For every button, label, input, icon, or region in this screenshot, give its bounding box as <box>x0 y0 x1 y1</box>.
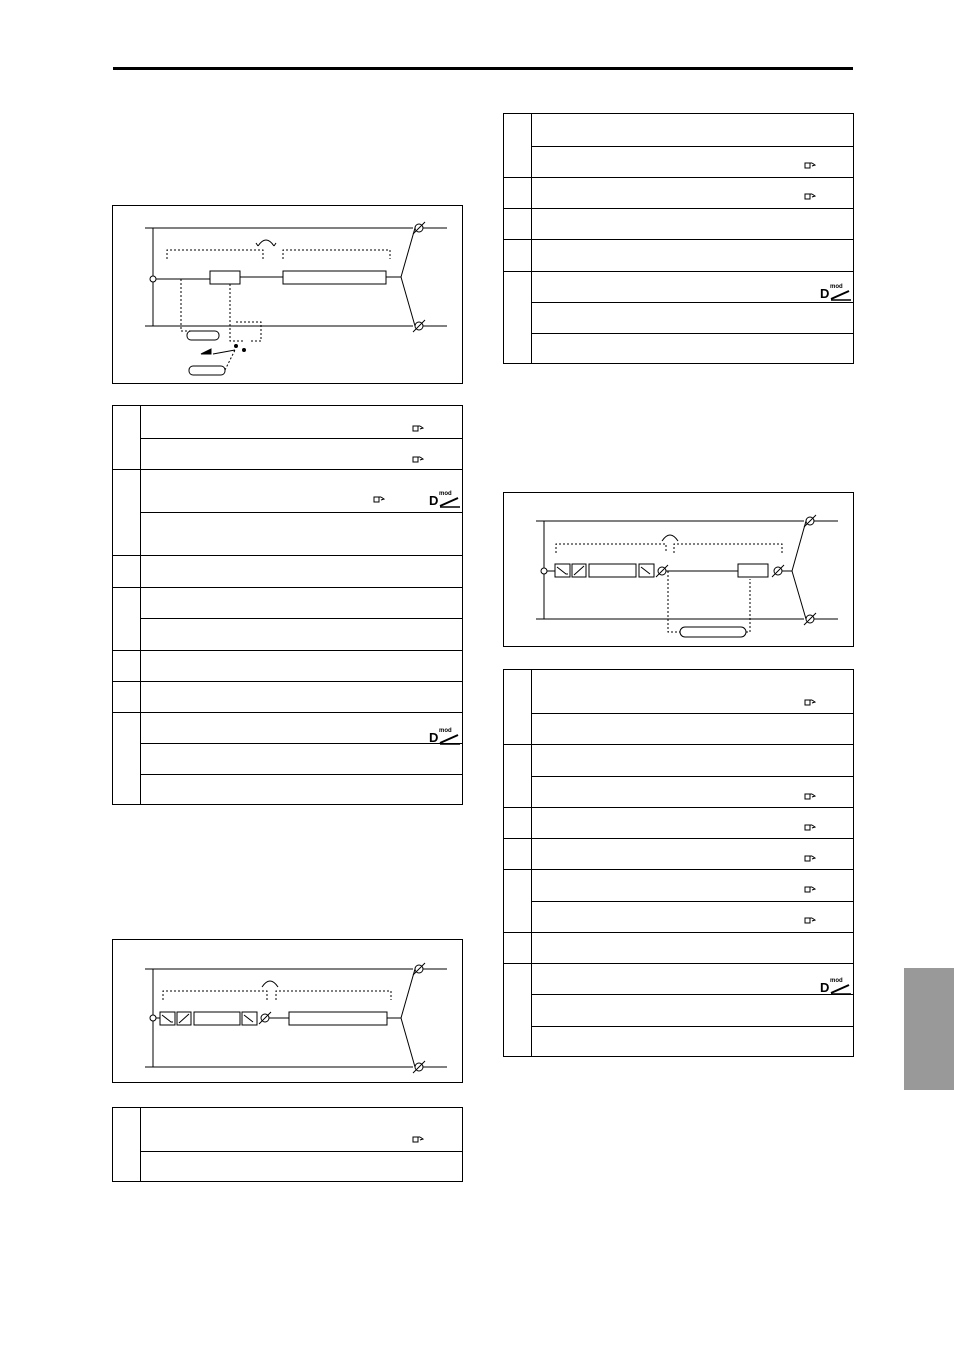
dmod-icon: D mod <box>429 491 463 509</box>
table-row-divider <box>113 681 462 682</box>
table-row-divider <box>113 587 462 588</box>
block-diagram-1 <box>112 205 463 384</box>
dmod-icon: D mod <box>820 284 854 302</box>
table-column-divider <box>140 1108 141 1181</box>
table-row-divider <box>140 618 462 619</box>
table-row-divider <box>504 807 853 808</box>
table-row-divider <box>140 512 462 513</box>
table-row-divider <box>504 177 853 178</box>
pointing-hand-icon <box>412 455 424 464</box>
section-thumb-tab <box>904 968 954 1090</box>
table-row-divider <box>113 555 462 556</box>
table-row-divider <box>113 650 462 651</box>
table-row-divider <box>531 901 853 902</box>
table-row-divider <box>504 932 853 933</box>
block-diagram-1-svg <box>113 206 464 385</box>
table-row-divider <box>140 774 462 775</box>
header-rule <box>113 67 853 70</box>
block-diagram-2 <box>112 939 463 1083</box>
pointing-hand-icon <box>804 885 816 894</box>
table-row-divider <box>531 302 853 303</box>
table-row-divider <box>504 271 853 272</box>
block-diagram-3-svg <box>504 493 855 648</box>
table-row-divider <box>140 1151 462 1152</box>
table-row-divider <box>504 744 853 745</box>
table-row-divider <box>531 333 853 334</box>
parameter-table-2 <box>112 1107 463 1182</box>
parameter-table-4 <box>503 669 854 1057</box>
table-row-divider <box>140 438 462 439</box>
table-row-divider <box>531 1026 853 1027</box>
block-diagram-3 <box>503 492 854 647</box>
table-row-divider <box>504 869 853 870</box>
table-row-divider <box>113 469 462 470</box>
table-row-divider <box>504 838 853 839</box>
table-row-divider <box>113 712 462 713</box>
table-row-divider <box>531 776 853 777</box>
pointing-hand-icon <box>804 854 816 863</box>
pointing-hand-icon <box>804 916 816 925</box>
parameter-table-1 <box>112 405 463 805</box>
pointing-hand-icon <box>804 161 816 170</box>
table-column-divider <box>531 670 532 1056</box>
pointing-hand-icon <box>804 698 816 707</box>
pointing-hand-icon <box>804 823 816 832</box>
table-row-divider <box>531 713 853 714</box>
pointing-hand-icon <box>412 1135 424 1144</box>
block-diagram-2-svg <box>113 940 464 1084</box>
table-row-divider <box>140 743 462 744</box>
table-row-divider <box>531 994 853 995</box>
pointing-hand-icon <box>804 192 816 201</box>
table-row-divider <box>531 146 853 147</box>
table-row-divider <box>504 239 853 240</box>
table-row-divider <box>504 963 853 964</box>
pointing-hand-icon <box>373 495 385 504</box>
dmod-icon: D mod <box>820 978 854 996</box>
parameter-table-3 <box>503 113 854 364</box>
dmod-icon: D mod <box>429 728 463 746</box>
table-column-divider <box>140 406 141 804</box>
table-row-divider <box>504 208 853 209</box>
pointing-hand-icon <box>804 792 816 801</box>
pointing-hand-icon <box>412 424 424 433</box>
